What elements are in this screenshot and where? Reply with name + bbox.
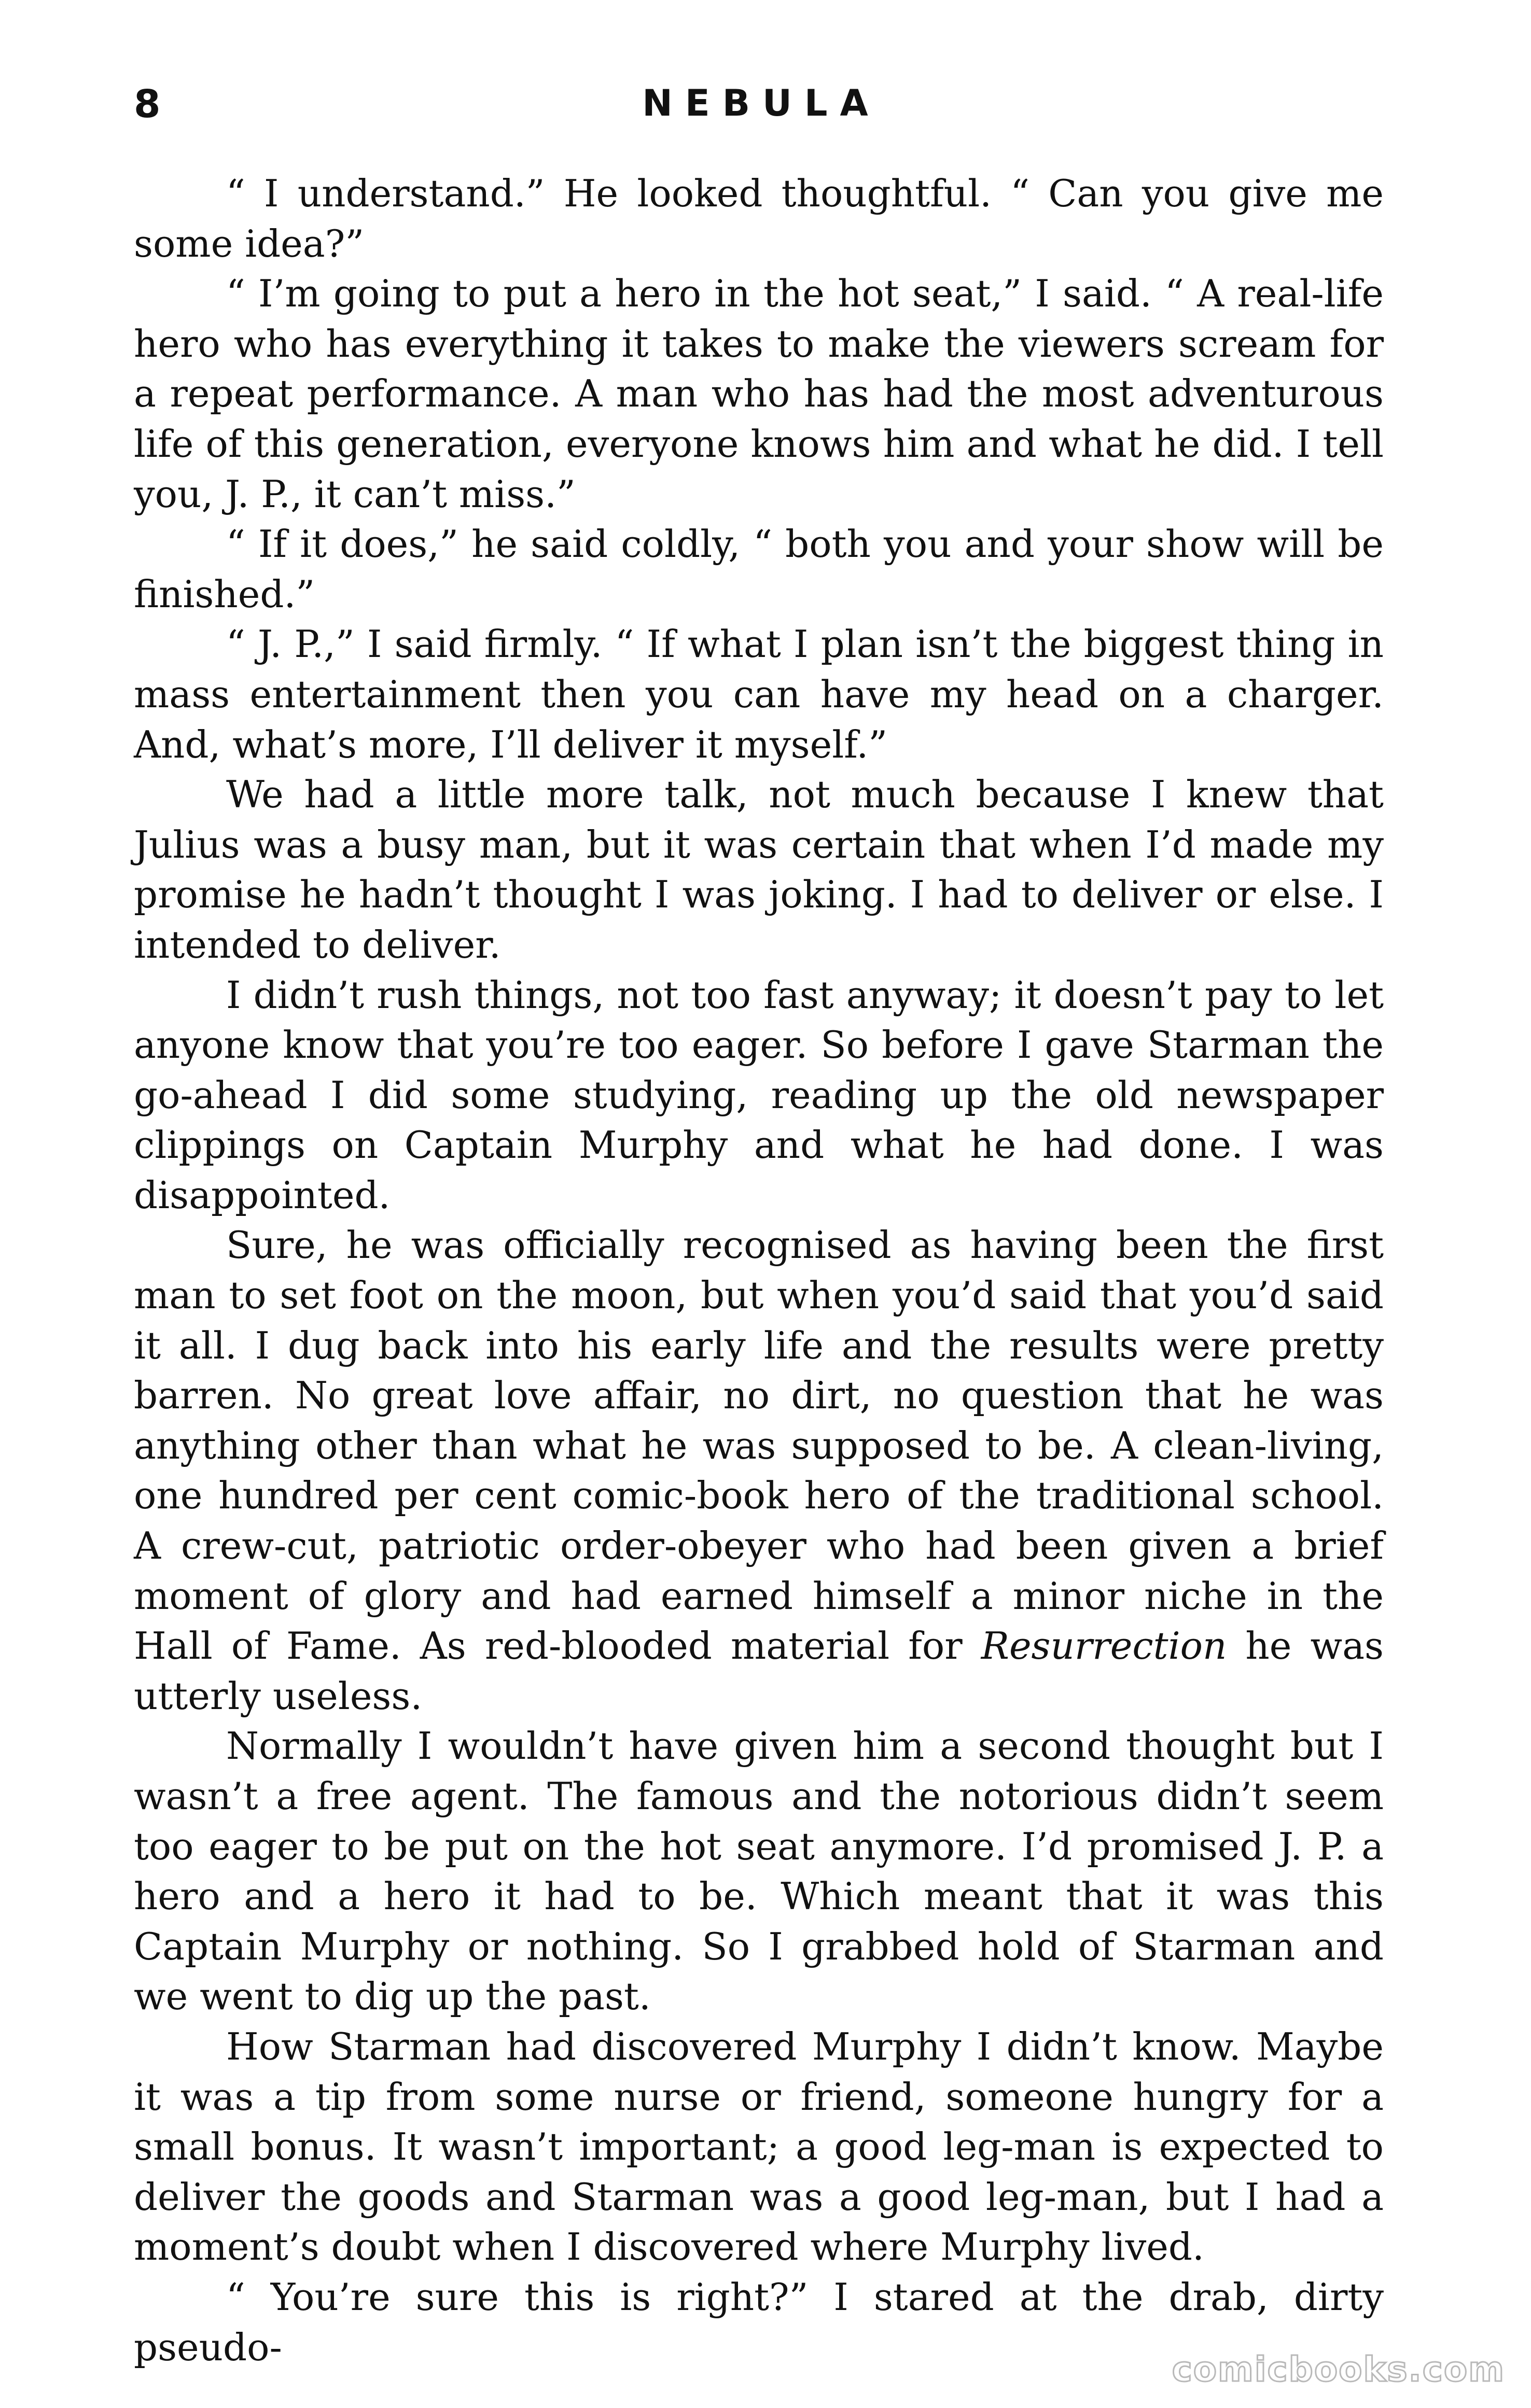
- paragraph-text: Sure, he was officially recognised as having been the first man to set foot on the moon, but when you’d said that you’d said it all. I dug back into his early life and the results were pretty barren. No great love affair, no dirt, no question that he was anything other than what he was supposed to be. A clean-living, one hundred per cent comic-book hero of the traditional school. A crew-cut, patriotic order-obeyer who had been given a brief moment of glory and had earned himself a minor niche in the Hall of Fame. As red-blooded material for: [134, 1223, 1384, 1668]
- text-body: [134, 169, 1384, 2372]
- paragraph: “ I understand.” He looked thoughtful. “ Can you give me some idea?”: [134, 172, 1384, 265]
- watermark: comicbooks.com: [1172, 2349, 1505, 2389]
- paragraph: “ If it does,” he said coldly, “ both you and your show will be finished.”: [134, 522, 1384, 616]
- italic-title: Resurrection: [981, 1624, 1227, 1668]
- paragraph: I didn’t rush things, not too fast anyway; it doesn’t pay to let anyone know that you’re too eager. So before I gave Starman the go-ahead I did some studying, reading up the old newspaper clippings on Captain Murphy and what he had done. I was disappointed.: [134, 973, 1384, 1217]
- paragraph: We had a little more talk, not much because I knew that Julius was a busy man, but it was certain that when I’d made my promise he hadn’t thought I was joking. I had to deliver or else. I intended to deliver.: [134, 773, 1384, 967]
- page-number: 8: [134, 82, 161, 127]
- paragraph: “ You’re sure this is right?” I stared at the drab, dirty pseudo-: [134, 2275, 1384, 2369]
- paragraph: “ I’m going to put a hero in the hot seat,” I said. “ A real-life hero who has everything it takes to make the viewers scream for a repeat performance. A man who has had the most adventurous life of this generation, everyone knows him and what he did. I tell you, J. P., it can’t miss.”: [134, 272, 1384, 516]
- paragraph: How Starman had discovered Murphy I didn’t know. Maybe it was a tip from some nurse or friend, someone hungry for a small bonus. It wasn’t important; a good leg-man is expected to deliver the goods and Starman was a good leg-man, but I had a moment’s doubt when I discovered where Murphy lived.: [134, 2024, 1384, 2269]
- running-title: NEBULA: [642, 82, 881, 124]
- paragraph: “ J. P.,” I said firmly. “ If what I plan isn’t the biggest thing in mass entertainment then you can have my head on a charger. And, what’s more, I’ll deliver it myself.”: [134, 622, 1384, 766]
- paragraph: Normally I wouldn’t have given him a second thought but I wasn’t a free agent. The famous and the notorious didn’t seem too eager to be put on the hot seat anymore. I’d promised J. P. a hero and a hero it had to be. Which meant that it was this Captain Murphy or nothing. So I grabbed hold of Starman and we went to dig up the past.: [134, 1724, 1384, 2019]
- paragraph: [134, 1220, 1384, 1721]
- page-header: [134, 82, 1389, 139]
- paragraph-text: he was utterly useless.: [134, 1624, 1384, 1718]
